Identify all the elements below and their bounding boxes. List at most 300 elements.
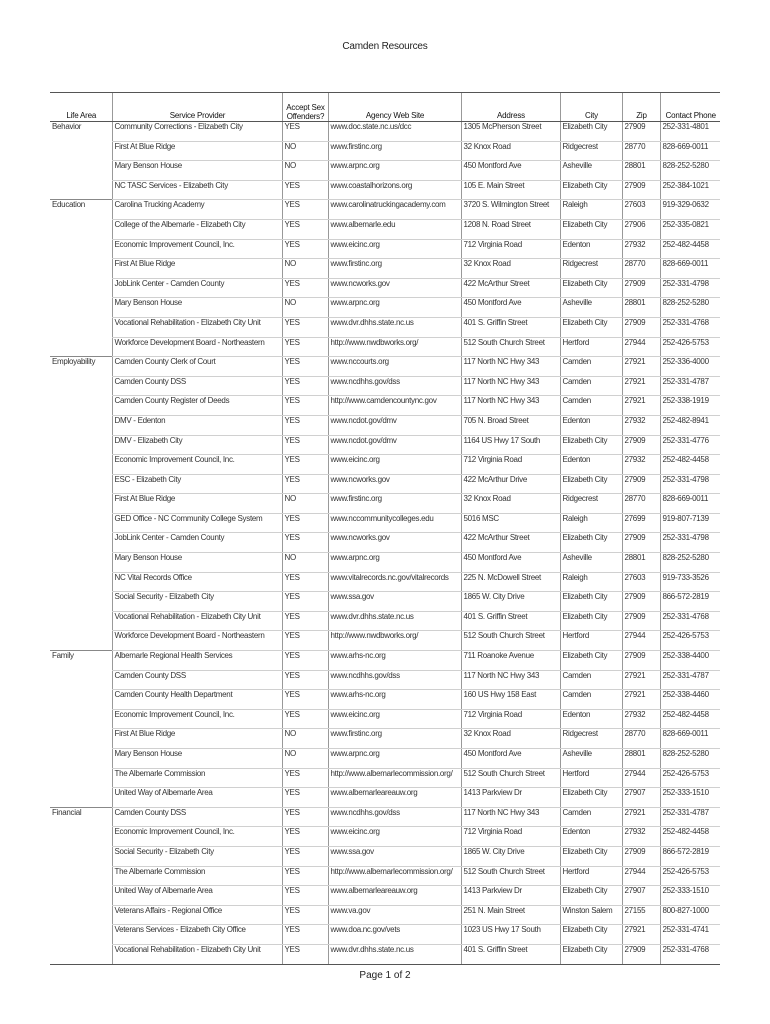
life-area-cell bbox=[50, 259, 112, 279]
city-cell: Camden bbox=[560, 670, 622, 690]
accept-sex-offenders-cell: NO bbox=[282, 749, 328, 769]
life-area-cell bbox=[50, 631, 112, 651]
service-provider-cell: First At Blue Ridge bbox=[112, 494, 282, 514]
city-cell: Elizabeth City bbox=[560, 846, 622, 866]
table-row bbox=[50, 474, 720, 494]
accept-sex-offenders-cell: NO bbox=[282, 161, 328, 181]
table-row bbox=[50, 435, 720, 455]
agency-web-site-cell[interactable]: www.coastalhorizons.org bbox=[328, 180, 461, 200]
zip-cell: 27921 bbox=[622, 670, 660, 690]
agency-web-site-cell[interactable]: www.ncdhhs.gov/dss bbox=[328, 807, 461, 827]
contact-phone-cell: 252-331-4787 bbox=[660, 670, 720, 690]
life-area-cell: Financial bbox=[50, 807, 112, 827]
accept-sex-offenders-cell: YES bbox=[282, 768, 328, 788]
address-cell: 117 North NC Hwy 343 bbox=[461, 807, 560, 827]
service-provider-cell: Camden County DSS bbox=[112, 807, 282, 827]
contact-phone-cell: 252-426-5753 bbox=[660, 337, 720, 357]
col-header-service-provider: Service Provider bbox=[112, 93, 282, 122]
life-area-cell bbox=[50, 768, 112, 788]
address-cell: 1208 N. Road Street bbox=[461, 219, 560, 239]
contact-phone-cell: 919-733-3526 bbox=[660, 572, 720, 592]
agency-web-site-cell[interactable]: http://www.albemarlecommission.org/ bbox=[328, 768, 461, 788]
agency-web-site-cell[interactable]: www.nccommunitycolleges.edu bbox=[328, 513, 461, 533]
accept-sex-offenders-cell: YES bbox=[282, 807, 328, 827]
table-row bbox=[50, 729, 720, 749]
agency-web-site-cell[interactable]: www.albemarleareauw.org bbox=[328, 788, 461, 808]
city-cell: Ridgecrest bbox=[560, 729, 622, 749]
agency-web-site-cell[interactable]: www.firstinc.org bbox=[328, 729, 461, 749]
contact-phone-cell: 252-482-4458 bbox=[660, 709, 720, 729]
address-cell: 251 N. Main Street bbox=[461, 905, 560, 925]
life-area-cell bbox=[50, 180, 112, 200]
accept-sex-offenders-cell: YES bbox=[282, 670, 328, 690]
agency-web-site-cell[interactable]: www.doc.state.nc.us/dcc bbox=[328, 122, 461, 142]
service-provider-cell: Veterans Affairs - Regional Office bbox=[112, 905, 282, 925]
address-cell: 712 Virginia Road bbox=[461, 239, 560, 259]
address-cell: 1164 US Hwy 17 South bbox=[461, 435, 560, 455]
contact-phone-cell: 919-807-7139 bbox=[660, 513, 720, 533]
table-row bbox=[50, 827, 720, 847]
table-row bbox=[50, 161, 720, 181]
table-row bbox=[50, 219, 720, 239]
service-provider-cell: JobLink Center - Camden County bbox=[112, 533, 282, 553]
service-provider-cell: Veterans Services - Elizabeth City Office bbox=[112, 925, 282, 945]
accept-sex-offenders-cell: YES bbox=[282, 200, 328, 220]
zip-cell: 28801 bbox=[622, 298, 660, 318]
service-provider-cell: ESC - Elizabeth City bbox=[112, 474, 282, 494]
agency-web-site-cell[interactable]: www.eicinc.org bbox=[328, 455, 461, 475]
address-cell: 450 Montford Ave bbox=[461, 298, 560, 318]
city-cell: Edenton bbox=[560, 455, 622, 475]
accept-sex-offenders-cell: YES bbox=[282, 396, 328, 416]
zip-cell: 27921 bbox=[622, 925, 660, 945]
table-row bbox=[50, 337, 720, 357]
accept-sex-offenders-cell: YES bbox=[282, 513, 328, 533]
contact-phone-cell: 252-482-4458 bbox=[660, 827, 720, 847]
contact-phone-cell: 828-252-5280 bbox=[660, 298, 720, 318]
zip-cell: 27907 bbox=[622, 886, 660, 906]
city-cell: Asheville bbox=[560, 749, 622, 769]
zip-cell: 27906 bbox=[622, 219, 660, 239]
contact-phone-cell: 866-572-2819 bbox=[660, 846, 720, 866]
table-row bbox=[50, 749, 720, 769]
life-area-cell bbox=[50, 474, 112, 494]
service-provider-cell: United Way of Albemarle Area bbox=[112, 788, 282, 808]
service-provider-cell: Economic Improvement Council, Inc. bbox=[112, 827, 282, 847]
address-cell: 450 Montford Ave bbox=[461, 749, 560, 769]
address-cell: 512 South Church Street bbox=[461, 866, 560, 886]
zip-cell: 27944 bbox=[622, 768, 660, 788]
zip-cell: 27932 bbox=[622, 239, 660, 259]
contact-phone-cell: 252-426-5753 bbox=[660, 866, 720, 886]
zip-cell: 27944 bbox=[622, 866, 660, 886]
table-row bbox=[50, 533, 720, 553]
zip-cell: 27603 bbox=[622, 200, 660, 220]
city-cell: Edenton bbox=[560, 415, 622, 435]
accept-sex-offenders-cell: NO bbox=[282, 553, 328, 573]
zip-cell: 27909 bbox=[622, 533, 660, 553]
contact-phone-cell: 252-331-4798 bbox=[660, 474, 720, 494]
life-area-cell bbox=[50, 533, 112, 553]
address-cell: 712 Virginia Road bbox=[461, 455, 560, 475]
service-provider-cell: First At Blue Ridge bbox=[112, 141, 282, 161]
zip-cell: 28770 bbox=[622, 729, 660, 749]
zip-cell: 27932 bbox=[622, 455, 660, 475]
life-area-cell bbox=[50, 905, 112, 925]
zip-cell: 27909 bbox=[622, 611, 660, 631]
city-cell: Elizabeth City bbox=[560, 122, 622, 142]
service-provider-cell: Economic Improvement Council, Inc. bbox=[112, 455, 282, 475]
contact-phone-cell: 252-331-4798 bbox=[660, 278, 720, 298]
zip-cell: 27932 bbox=[622, 415, 660, 435]
life-area-cell bbox=[50, 396, 112, 416]
contact-phone-cell: 252-482-4458 bbox=[660, 239, 720, 259]
service-provider-cell: The Albemarle Commission bbox=[112, 768, 282, 788]
life-area-cell bbox=[50, 337, 112, 357]
city-cell: Winston Salem bbox=[560, 905, 622, 925]
table-row bbox=[50, 944, 720, 964]
city-cell: Hertford bbox=[560, 866, 622, 886]
city-cell: Camden bbox=[560, 690, 622, 710]
zip-cell: 27921 bbox=[622, 807, 660, 827]
accept-sex-offenders-cell: YES bbox=[282, 709, 328, 729]
agency-web-site-cell[interactable]: www.va.gov bbox=[328, 905, 461, 925]
service-provider-cell: Mary Benson House bbox=[112, 553, 282, 573]
address-cell: 705 N. Broad Street bbox=[461, 415, 560, 435]
agency-web-site-cell[interactable]: www.vitalrecords.nc.gov/vitalrecords bbox=[328, 572, 461, 592]
address-cell: 5016 MSC bbox=[461, 513, 560, 533]
service-provider-cell: Economic Improvement Council, Inc. bbox=[112, 709, 282, 729]
table-row bbox=[50, 317, 720, 337]
accept-sex-offenders-cell: YES bbox=[282, 337, 328, 357]
accept-sex-offenders-cell: YES bbox=[282, 905, 328, 925]
address-cell: 401 S. Griffin Street bbox=[461, 317, 560, 337]
address-cell: 1865 W. City Drive bbox=[461, 846, 560, 866]
city-cell: Asheville bbox=[560, 553, 622, 573]
contact-phone-cell: 828-669-0011 bbox=[660, 729, 720, 749]
accept-sex-offenders-cell: YES bbox=[282, 827, 328, 847]
city-cell: Elizabeth City bbox=[560, 611, 622, 631]
address-cell: 32 Knox Road bbox=[461, 729, 560, 749]
zip-cell: 28801 bbox=[622, 161, 660, 181]
zip-cell: 27944 bbox=[622, 631, 660, 651]
service-provider-cell: Vocational Rehabilitation - Elizabeth City Unit bbox=[112, 944, 282, 964]
agency-web-site-cell[interactable]: www.ncdot.gov/dmv bbox=[328, 415, 461, 435]
contact-phone-cell: 252-331-4768 bbox=[660, 944, 720, 964]
service-provider-cell: DMV - Edenton bbox=[112, 415, 282, 435]
zip-cell: 27921 bbox=[622, 690, 660, 710]
contact-phone-cell: 252-338-4460 bbox=[660, 690, 720, 710]
life-area-cell: Behavior bbox=[52, 122, 82, 131]
accept-sex-offenders-cell: NO bbox=[282, 259, 328, 279]
agency-web-site-cell[interactable]: www.arhs-nc.org bbox=[328, 651, 461, 671]
table-row bbox=[50, 200, 720, 220]
service-provider-cell: NC TASC Services - Elizabeth City bbox=[112, 180, 282, 200]
zip-cell: 27909 bbox=[622, 474, 660, 494]
accept-sex-offenders-cell: YES bbox=[282, 455, 328, 475]
life-area-cell bbox=[50, 788, 112, 808]
contact-phone-cell: 919-329-0632 bbox=[660, 200, 720, 220]
table-row bbox=[50, 259, 720, 279]
contact-phone-cell: 252-338-4400 bbox=[660, 651, 720, 671]
service-provider-cell: Workforce Development Board - Northeastern bbox=[112, 631, 282, 651]
table-row bbox=[50, 846, 720, 866]
table-row bbox=[50, 180, 720, 200]
agency-web-site-cell[interactable]: www.dvr.dhhs.state.nc.us bbox=[328, 611, 461, 631]
agency-web-site-cell[interactable]: www.firstinc.org bbox=[328, 494, 461, 514]
address-cell: 1865 W. City Drive bbox=[461, 592, 560, 612]
address-cell: 401 S. Griffin Street bbox=[461, 611, 560, 631]
agency-web-site-cell[interactable]: http://www.nwdbworks.org/ bbox=[328, 337, 461, 357]
zip-cell: 27155 bbox=[622, 905, 660, 925]
agency-web-site-cell[interactable]: www.dvr.dhhs.state.nc.us bbox=[328, 317, 461, 337]
zip-cell: 28801 bbox=[622, 553, 660, 573]
col-header-address: Address bbox=[461, 93, 560, 122]
agency-web-site-cell[interactable]: www.ssa.gov bbox=[328, 592, 461, 612]
agency-web-site-cell[interactable]: www.carolinatruckingacademy.com bbox=[328, 200, 461, 220]
address-cell: 32 Knox Road bbox=[461, 259, 560, 279]
contact-phone-cell: 252-331-4798 bbox=[660, 533, 720, 553]
life-area-cell bbox=[50, 709, 112, 729]
address-cell: 712 Virginia Road bbox=[461, 827, 560, 847]
agency-web-site-cell[interactable]: www.dvr.dhhs.state.nc.us bbox=[328, 944, 461, 964]
address-cell: 1413 Parkview Dr bbox=[461, 788, 560, 808]
contact-phone-cell: 252-336-4000 bbox=[660, 357, 720, 377]
agency-web-site-cell[interactable]: www.firstinc.org bbox=[328, 259, 461, 279]
zip-cell: 27909 bbox=[622, 180, 660, 200]
accept-sex-offenders-cell: NO bbox=[282, 494, 328, 514]
agency-web-site-cell[interactable]: www.doa.nc.gov/vets bbox=[328, 925, 461, 945]
city-cell: Hertford bbox=[560, 768, 622, 788]
city-cell: Elizabeth City bbox=[560, 533, 622, 553]
city-cell: Camden bbox=[560, 807, 622, 827]
contact-phone-cell: 828-252-5280 bbox=[660, 161, 720, 181]
service-provider-cell: College of the Albemarle - Elizabeth City bbox=[112, 219, 282, 239]
col-header-zip: Zip bbox=[622, 93, 660, 122]
agency-web-site-cell[interactable]: www.eicinc.org bbox=[328, 827, 461, 847]
contact-phone-cell: 252-333-1510 bbox=[660, 886, 720, 906]
zip-cell: 27907 bbox=[622, 788, 660, 808]
zip-cell: 27932 bbox=[622, 827, 660, 847]
agency-web-site-cell[interactable]: www.ncdot.gov/dmv bbox=[328, 435, 461, 455]
city-cell: Elizabeth City bbox=[560, 651, 622, 671]
accept-sex-offenders-cell: YES bbox=[282, 886, 328, 906]
zip-cell: 27944 bbox=[622, 337, 660, 357]
service-provider-cell: Economic Improvement Council, Inc. bbox=[112, 239, 282, 259]
agency-web-site-cell[interactable]: www.nccourts.org bbox=[328, 357, 461, 377]
agency-web-site-cell[interactable]: www.ncdhhs.gov/dss bbox=[328, 376, 461, 396]
service-provider-cell: Camden County Health Department bbox=[112, 690, 282, 710]
col-header-city: City bbox=[560, 93, 622, 122]
city-cell: Hertford bbox=[560, 337, 622, 357]
service-provider-cell: Camden County DSS bbox=[112, 376, 282, 396]
address-cell: 1413 Parkview Dr bbox=[461, 886, 560, 906]
city-cell: Elizabeth City bbox=[560, 317, 622, 337]
table-row bbox=[50, 141, 720, 161]
zip-cell: 27921 bbox=[622, 357, 660, 377]
life-area-cell bbox=[50, 298, 112, 318]
accept-sex-offenders-cell: YES bbox=[282, 592, 328, 612]
address-cell: 512 South Church Street bbox=[461, 631, 560, 651]
agency-web-site-cell[interactable]: www.arpnc.org bbox=[328, 161, 461, 181]
life-area-cell bbox=[50, 827, 112, 847]
address-cell: 32 Knox Road bbox=[461, 494, 560, 514]
zip-cell: 28770 bbox=[622, 141, 660, 161]
table-row bbox=[50, 788, 720, 808]
table-row bbox=[50, 513, 720, 533]
zip-cell: 27909 bbox=[622, 278, 660, 298]
service-provider-cell: Mary Benson House bbox=[112, 161, 282, 181]
accept-sex-offenders-cell: YES bbox=[282, 690, 328, 710]
contact-phone-cell: 252-426-5753 bbox=[660, 768, 720, 788]
table-row bbox=[50, 357, 720, 377]
contact-phone-cell: 252-338-1919 bbox=[660, 396, 720, 416]
city-cell: Elizabeth City bbox=[560, 219, 622, 239]
life-area-cell bbox=[50, 141, 112, 161]
table-row bbox=[50, 592, 720, 612]
table-row bbox=[50, 553, 720, 573]
city-cell: Asheville bbox=[560, 161, 622, 181]
table-row bbox=[50, 455, 720, 475]
address-cell: 450 Montford Ave bbox=[461, 161, 560, 181]
city-cell: Elizabeth City bbox=[560, 944, 622, 964]
address-cell: 117 North NC Hwy 343 bbox=[461, 357, 560, 377]
service-provider-cell: Social Security - Elizabeth City bbox=[112, 592, 282, 612]
accept-sex-offenders-cell: YES bbox=[282, 239, 328, 259]
table-row bbox=[50, 494, 720, 514]
agency-web-site-cell[interactable]: www.arpnc.org bbox=[328, 749, 461, 769]
table-row bbox=[50, 651, 720, 671]
service-provider-cell: First At Blue Ridge bbox=[112, 729, 282, 749]
agency-web-site-cell[interactable]: www.ncdhhs.gov/dss bbox=[328, 670, 461, 690]
life-area-cell bbox=[50, 317, 112, 337]
agency-web-site-cell[interactable]: www.ssa.gov bbox=[328, 846, 461, 866]
address-cell: 512 South Church Street bbox=[461, 337, 560, 357]
table-row bbox=[50, 611, 720, 631]
accept-sex-offenders-cell: YES bbox=[282, 219, 328, 239]
agency-web-site-cell[interactable]: www.arpnc.org bbox=[328, 298, 461, 318]
contact-phone-cell: 828-252-5280 bbox=[660, 749, 720, 769]
contact-phone-cell: 252-331-4741 bbox=[660, 925, 720, 945]
life-area-cell bbox=[50, 690, 112, 710]
agency-web-site-cell[interactable]: www.albemarle.edu bbox=[328, 219, 461, 239]
agency-web-site-cell[interactable]: http://www.camdencountync.gov bbox=[328, 396, 461, 416]
service-provider-cell: Camden County Clerk of Court bbox=[112, 357, 282, 377]
zip-cell: 27909 bbox=[622, 944, 660, 964]
accept-sex-offenders-cell: YES bbox=[282, 611, 328, 631]
contact-phone-cell: 252-333-1510 bbox=[660, 788, 720, 808]
zip-cell: 27909 bbox=[622, 435, 660, 455]
page-number: Page 1 of 2 bbox=[359, 970, 411, 981]
accept-sex-offenders-cell: YES bbox=[282, 435, 328, 455]
address-cell: 32 Knox Road bbox=[461, 141, 560, 161]
city-cell: Elizabeth City bbox=[560, 435, 622, 455]
document-title: Camden Resources bbox=[342, 41, 428, 52]
life-area-cell bbox=[50, 944, 112, 964]
address-cell: 3720 S. Wilmington Street bbox=[461, 200, 560, 220]
zip-cell: 27909 bbox=[622, 846, 660, 866]
address-cell: 117 North NC Hwy 343 bbox=[461, 396, 560, 416]
contact-phone-cell: 828-252-5280 bbox=[660, 553, 720, 573]
service-provider-cell: First At Blue Ridge bbox=[112, 259, 282, 279]
table-row bbox=[50, 396, 720, 416]
city-cell: Elizabeth City bbox=[560, 278, 622, 298]
agency-web-site-cell[interactable]: http://www.nwdbworks.org/ bbox=[328, 631, 461, 651]
contact-phone-cell: 252-331-4776 bbox=[660, 435, 720, 455]
address-cell: 1305 McPherson Street bbox=[461, 122, 560, 142]
life-area-cell bbox=[50, 455, 112, 475]
agency-web-site-cell[interactable]: www.ncworks.gov bbox=[328, 278, 461, 298]
agency-web-site-cell[interactable]: www.ncworks.gov bbox=[328, 474, 461, 494]
contact-phone-cell: 252-331-4801 bbox=[660, 122, 720, 142]
contact-phone-cell: 252-426-5753 bbox=[660, 631, 720, 651]
col-header-life-area: Life Area bbox=[50, 93, 112, 122]
accept-sex-offenders-cell: YES bbox=[282, 122, 328, 142]
zip-cell: 27921 bbox=[622, 396, 660, 416]
city-cell: Ridgecrest bbox=[560, 259, 622, 279]
life-area-cell bbox=[50, 592, 112, 612]
life-area-cell bbox=[50, 219, 112, 239]
accept-sex-offenders-cell: NO bbox=[282, 729, 328, 749]
accept-sex-offenders-cell: YES bbox=[282, 357, 328, 377]
agency-web-site-cell[interactable]: www.eicinc.org bbox=[328, 709, 461, 729]
life-area-cell: Employability bbox=[50, 357, 112, 377]
service-provider-cell: Albemarle Regional Health Services bbox=[112, 651, 282, 671]
contact-phone-cell: 828-669-0011 bbox=[660, 259, 720, 279]
contact-phone-cell: 252-331-4787 bbox=[660, 807, 720, 827]
life-area-cell bbox=[50, 161, 112, 181]
agency-web-site-cell[interactable]: www.firstinc.org bbox=[328, 141, 461, 161]
life-area-cell bbox=[50, 729, 112, 749]
agency-web-site-cell[interactable]: http://www.albemarlecommission.org/ bbox=[328, 866, 461, 886]
accept-sex-offenders-cell: YES bbox=[282, 651, 328, 671]
agency-web-site-cell[interactable]: www.eicinc.org bbox=[328, 239, 461, 259]
address-cell: 422 McArthur Drive bbox=[461, 474, 560, 494]
accept-sex-offenders-cell: YES bbox=[282, 846, 328, 866]
accept-sex-offenders-cell: YES bbox=[282, 278, 328, 298]
city-cell: Raleigh bbox=[560, 572, 622, 592]
table-row bbox=[50, 905, 720, 925]
accept-sex-offenders-cell: YES bbox=[282, 533, 328, 553]
accept-sex-offenders-cell: YES bbox=[282, 180, 328, 200]
accept-sex-offenders-cell: YES bbox=[282, 925, 328, 945]
accept-sex-offenders-cell: YES bbox=[282, 376, 328, 396]
city-cell: Ridgecrest bbox=[560, 494, 622, 514]
address-cell: 1023 US Hwy 17 South bbox=[461, 925, 560, 945]
table-row bbox=[50, 709, 720, 729]
zip-cell: 27909 bbox=[622, 317, 660, 337]
address-cell: 422 McArthur Street bbox=[461, 533, 560, 553]
agency-web-site-cell[interactable]: www.albemarleareauw.org bbox=[328, 886, 461, 906]
service-provider-cell: Mary Benson House bbox=[112, 298, 282, 318]
agency-web-site-cell[interactable]: www.ncworks.gov bbox=[328, 533, 461, 553]
zip-cell: 27909 bbox=[622, 592, 660, 612]
life-area-cell bbox=[50, 553, 112, 573]
zip-cell: 27699 bbox=[622, 513, 660, 533]
agency-web-site-cell[interactable]: www.arpnc.org bbox=[328, 553, 461, 573]
address-cell: 450 Montford Ave bbox=[461, 553, 560, 573]
resources-table bbox=[50, 92, 720, 965]
col-header-contact-phone: Contact Phone bbox=[660, 93, 720, 122]
col-header-agency-web-site: Agency Web Site bbox=[328, 93, 461, 122]
city-cell: Elizabeth City bbox=[560, 474, 622, 494]
zip-cell: 27909 bbox=[622, 122, 660, 142]
agency-web-site-cell[interactable]: www.arhs-nc.org bbox=[328, 690, 461, 710]
table-row bbox=[50, 122, 720, 142]
service-provider-cell: United Way of Albemarle Area bbox=[112, 886, 282, 906]
zip-cell: 28770 bbox=[622, 259, 660, 279]
table-row bbox=[50, 768, 720, 788]
